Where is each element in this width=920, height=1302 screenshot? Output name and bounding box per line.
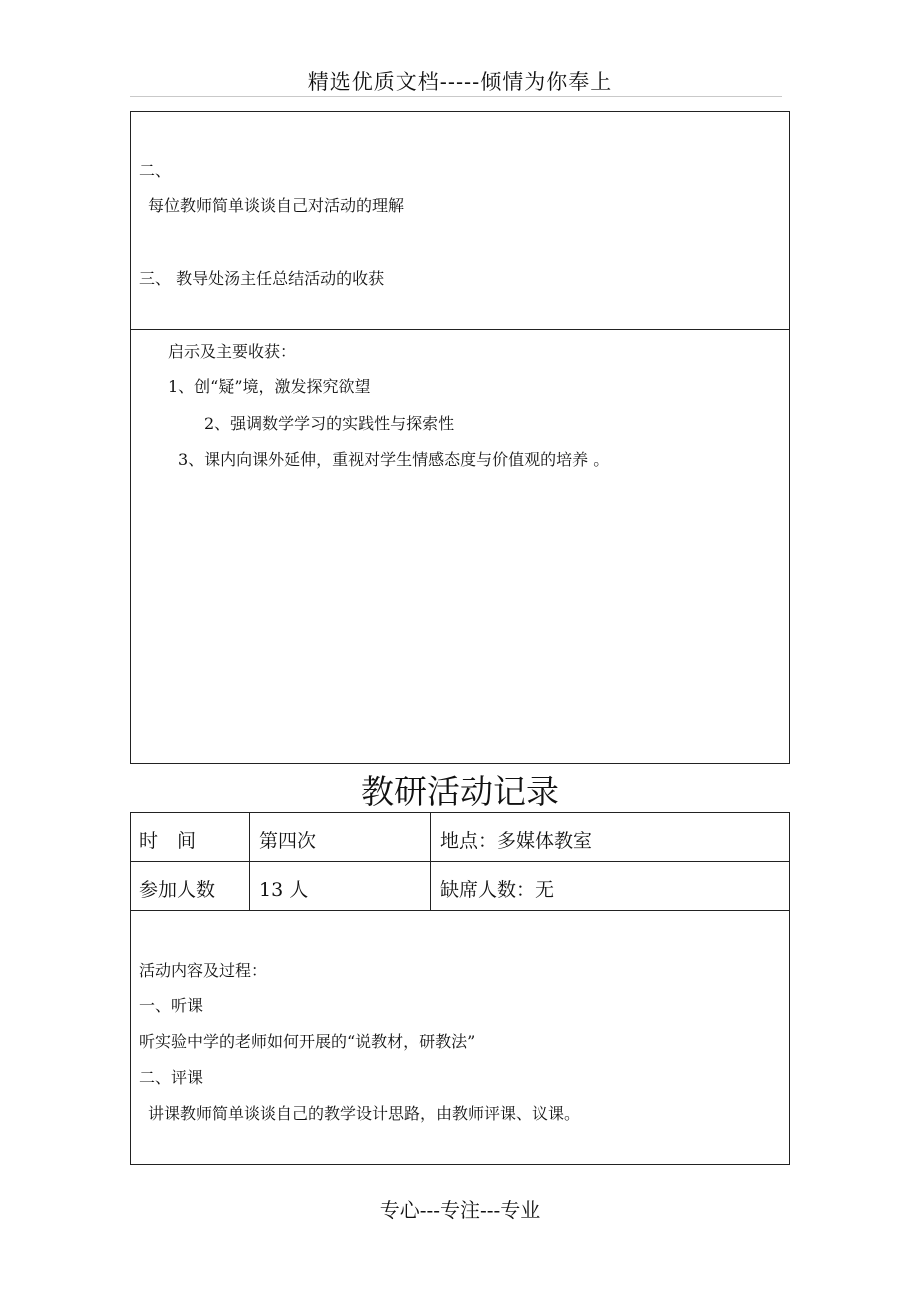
record-row-divider-1 bbox=[130, 861, 790, 862]
attendees-value: 13 人 bbox=[259, 879, 309, 901]
time-label: 时 间 bbox=[139, 830, 197, 852]
insight-point-3: 3、课内向课外延伸，重视对学生情感态度与价值观的培养 。 bbox=[178, 450, 610, 469]
item-2-number: 二、 bbox=[139, 161, 172, 180]
top-table-row-divider bbox=[130, 329, 790, 330]
section-2-title: 二、评课 bbox=[139, 1068, 204, 1087]
record-row-divider-2 bbox=[130, 910, 790, 911]
page-footer: 专心---专注---专业 bbox=[379, 1198, 541, 1222]
section-2-text: 讲课教师简单谈谈自己的教学设计思路，由教师评课、议课。 bbox=[148, 1104, 581, 1123]
insight-point-2: 2、强调数学学习的实践性与探索性 bbox=[204, 414, 455, 433]
time-value: 第四次 bbox=[259, 830, 317, 852]
record-col-divider-1 bbox=[249, 812, 250, 911]
record-title: 教研活动记录 bbox=[361, 772, 559, 811]
item-3-text: 三、 教导处汤主任总结活动的收获 bbox=[139, 269, 385, 288]
section-1-text: 听实验中学的老师如何开展的“说教材，研教法” bbox=[139, 1032, 476, 1051]
header-divider bbox=[130, 96, 782, 97]
section-1-title: 一、听课 bbox=[139, 996, 204, 1015]
record-col-divider-2 bbox=[430, 812, 431, 911]
item-2-text: 每位教师简单谈谈自己对活动的理解 bbox=[148, 196, 405, 215]
place-value: 地点：多媒体教室 bbox=[440, 830, 593, 852]
attendees-label: 参加人数 bbox=[139, 879, 216, 901]
insight-point-1: 1、创“疑”境，激发探究欲望 bbox=[168, 377, 371, 396]
absent-value: 缺席人数：无 bbox=[440, 879, 555, 901]
page-header: 精选优质文档-----倾情为你奉上 bbox=[307, 70, 613, 94]
content-heading: 活动内容及过程： bbox=[139, 961, 268, 980]
insights-heading: 启示及主要收获： bbox=[168, 342, 297, 361]
